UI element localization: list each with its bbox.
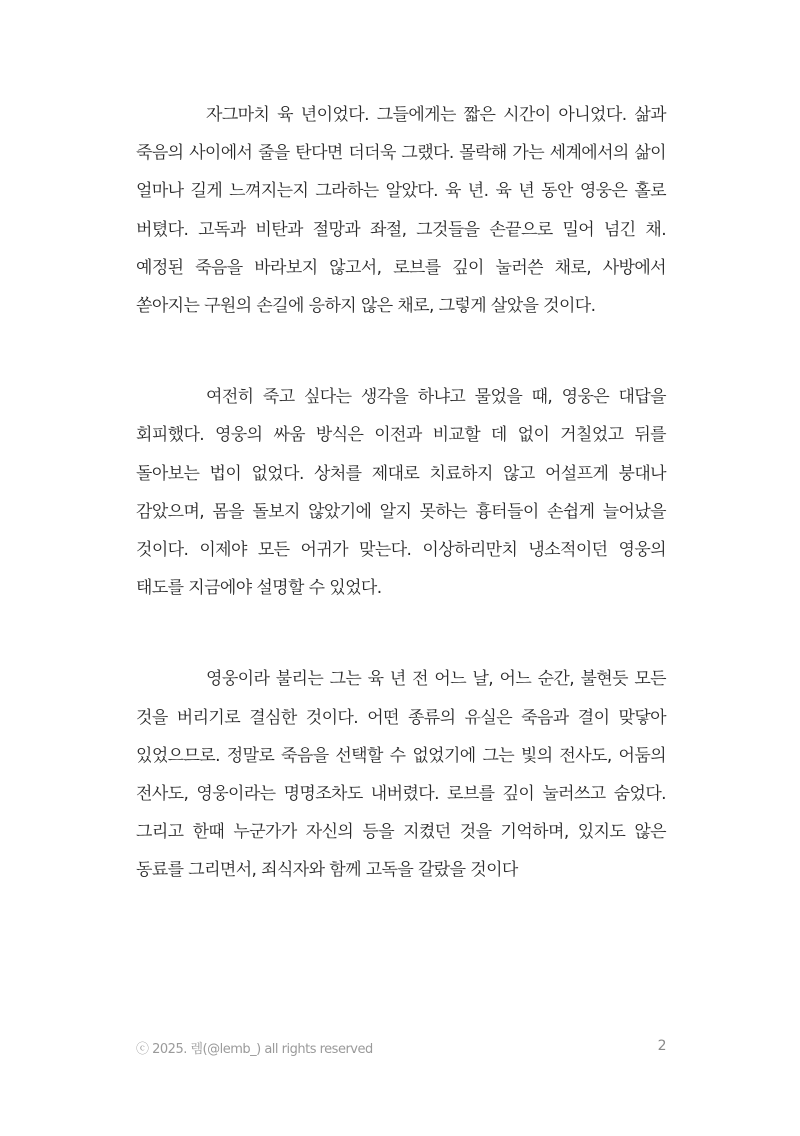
copyright-notice: ⓒ 2025. 렘(@lemb_) all rights reserved bbox=[136, 1042, 373, 1057]
paragraph-3: 영웅이라 불리는 그는 육 년 전 어느 날, 어느 순간, 불현듯 모든 것을 버리기로 결심한 것이다. 어떤 종류의 유실은 죽음과 결이 맞닿아 있었으므로. 정말로 죽음을 선택할 수 없었기에 그는 빛의 전사도, 어둠의 전사도, 영웅이라는 명명조차도 내버렸다. 로브를 깊이 눌러쓰고 숨었다. 그리고 한때 누군가가 자신의 등을 지켰던 것을 기억하며, 있지도 않은 동료를 그리면서, 죄식자와 함께 고독을 갈랐을 것이다 bbox=[136, 669, 666, 881]
paragraph-2: 여전히 죽고 싶다는 생각을 하냐고 물었을 때, 영웅은 대답을 회피했다. 영웅의 싸움 방식은 이전과 비교할 데 없이 거칠었고 뒤를 돌아보는 법이 없었다. 상처를 제대로 치료하지 않고 어설프게 붕대나 감았으며, 몸을 돌보지 않았기에 알지 못하는 흉터들이 손쉽게 늘어났을 것이다. 이제야 모든 어귀가 맞는다. 이상하리만치 냉소적이던 영웅의 태도를 지금에야 설명할 수 있었다. bbox=[136, 387, 666, 599]
document-body bbox=[136, 96, 666, 943]
page-number: 2 bbox=[657, 1038, 666, 1054]
paragraph-1: 자그마치 육 년이었다. 그들에게는 짧은 시간이 아니었다. 삶과 죽음의 사이에서 줄을 탄다면 더더욱 그랬다. 몰락해 가는 세계에서의 삶이 얼마나 길게 느껴지는지 그라하는 알았다. 육 년. 육 년 동안 영웅은 홀로 버텼다. 고독과 비탄과 절망과 좌절, 그것들을 손끝으로 밀어 넘긴 채. 예정된 죽음을 바라보지 않고서, 로브를 깊이 눌러쓴 채로, 사방에서 쏟아지는 구원의 손길에 응하지 않은 채로, 그렇게 살았을 것이다. bbox=[136, 105, 666, 317]
page-footer bbox=[136, 1038, 666, 1058]
